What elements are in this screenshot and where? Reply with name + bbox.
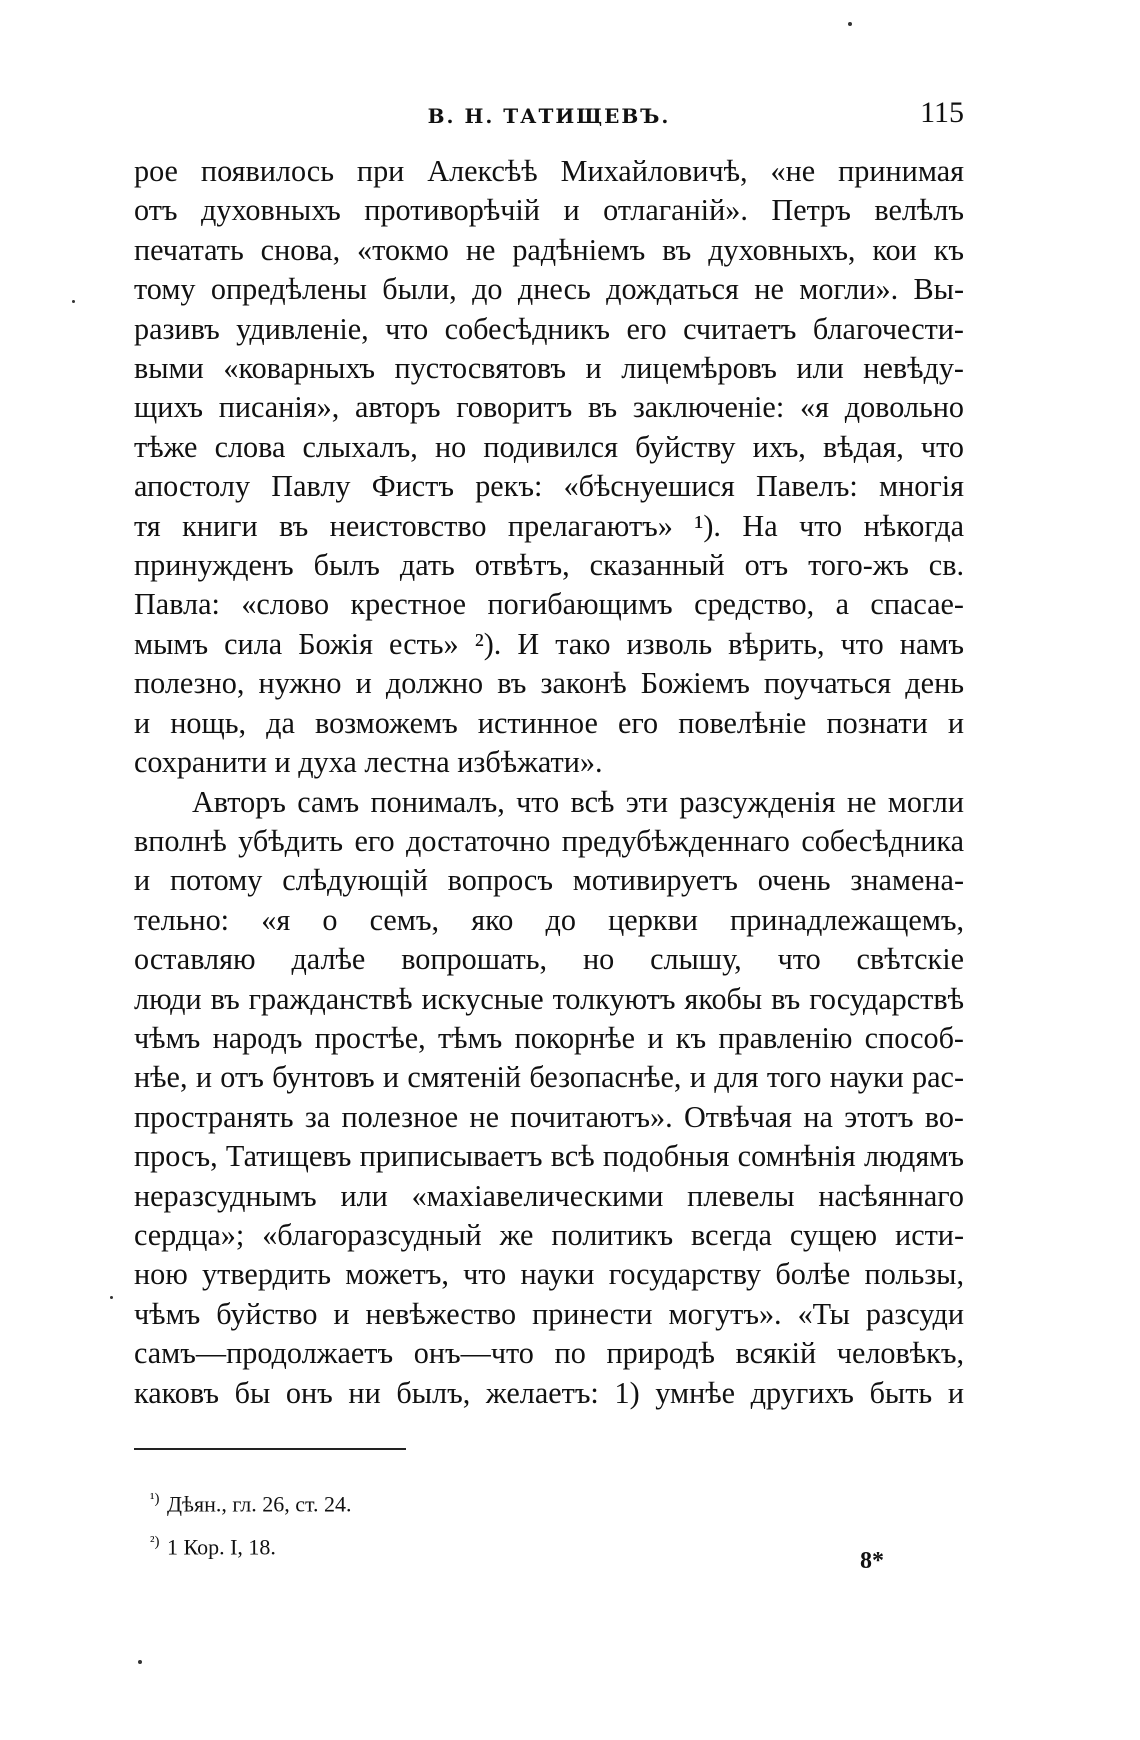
text-line: нѣе, и отъ бунтовъ и смятеній безопаснѣе, и для того науки рас- <box>134 1060 964 1095</box>
paragraph-2 <box>134 783 964 1414</box>
text-line: сохранити и духа лестна избѣжати». <box>134 745 603 780</box>
text-line: отъ духовныхъ противорѣчій и отлаганій». Петръ велѣлъ <box>134 193 964 228</box>
text-line: Павла: «слово крестное погибающимъ средство, а спасае- <box>134 587 964 622</box>
footnote-text: 1 Кор. I, 18. <box>167 1534 276 1560</box>
text-line: апостолу Павлу Фистъ рекъ: «бѣснуешися Павелъ: многія <box>134 469 964 504</box>
text-line: мымъ сила Божія есть» ²). И тако изволь вѣрить, что намъ <box>134 626 964 661</box>
text-line: чѣмъ народъ простѣе, тѣмъ покорнѣе и къ правленію способ- <box>134 1020 964 1055</box>
text-line: тѣже слова слыхалъ, но подивился буйству ихъ, вѣдая, что <box>134 429 964 464</box>
text-line: чѣмъ буйство и невѣжество принести могутъ». «Ты разсуди <box>134 1296 964 1331</box>
paragraph-1 <box>134 152 964 783</box>
text-line: люди въ гражданствѣ искусные толкуютъ якобы въ государствѣ <box>134 981 964 1016</box>
text-line: разивъ удивленіе, что собесѣдникъ его считаетъ благочести- <box>134 311 964 346</box>
footnote-text: Дѣян., гл. 26, ст. 24. <box>167 1491 352 1517</box>
text-line: щихъ писанія», авторъ говоритъ въ заключеніе: «я довольно <box>134 390 964 425</box>
print-speck <box>848 22 852 26</box>
text-line: полезно, нужно и должно въ законѣ Божіемъ поучаться день <box>134 666 964 701</box>
text-line: тельно: «я о семъ, яко до церкви принадлежащемъ, <box>134 902 964 937</box>
running-title: В. Н. ТАТИЩЕВЪ. <box>427 104 671 128</box>
signature-mark: 8* <box>860 1548 884 1574</box>
text-line: тя книги въ неистовство прелагаютъ» ¹). На что нѣкогда <box>134 508 964 543</box>
footnote-1 <box>150 1480 351 1523</box>
text-line: каковъ бы онъ ни былъ, желаетъ: 1) умнѣе другихъ быть и <box>134 1375 964 1410</box>
text-line: и потому слѣдующій вопросъ мотивируетъ очень знамена- <box>134 863 964 898</box>
text-line: неразсуднымъ или «махіавелическими плевелы насѣяннаго <box>134 1178 964 1213</box>
text-line: оставляю далѣе вопрошать, но слышу, что свѣтскіе <box>134 942 964 977</box>
text-line: и нощь, да возможемъ истинное его повелѣніе познати и <box>134 705 964 740</box>
text-line: просъ, Татищевъ приписываетъ всѣ подобныя сомнѣнія людямъ <box>134 1139 964 1174</box>
text-line: вполнѣ убѣдить его достаточно предубѣжденнаго собесѣдника <box>134 823 964 858</box>
print-speck <box>138 1660 142 1664</box>
page-header <box>134 96 964 136</box>
text-line: принужденъ былъ дать отвѣтъ, сказанный отъ того-жъ св. <box>134 548 964 583</box>
footnote-2 <box>150 1523 351 1566</box>
text-line: ною утвердить можетъ, что науки государству болѣе пользы, <box>134 1257 964 1292</box>
text-line: сердца»; «благоразсудный же политикъ всегда сущею исти- <box>134 1217 964 1252</box>
text-line: выми «коварныхъ пустосвятовъ и лицемѣровъ или невѣду- <box>134 351 964 386</box>
body-text <box>134 152 964 1413</box>
text-line: Авторъ самъ понималъ, что всѣ эти разсужденія не могли <box>192 784 964 819</box>
footnotes <box>150 1480 351 1567</box>
footnote-mark: ²) <box>150 1534 160 1551</box>
text-line: рое появилось при Алексѣѣ Михайловичѣ, «не принимая <box>134 154 964 188</box>
text-line: самъ—продолжаетъ онъ—что по природѣ всякій человѣкъ, <box>134 1336 964 1371</box>
page-number: 115 <box>920 96 964 129</box>
text-line: тому опредѣлены были, до днесь дождаться не могли». Вы- <box>134 272 964 307</box>
print-speck <box>72 300 75 303</box>
footnote-mark: ¹) <box>150 1491 160 1507</box>
text-line: пространять за полезное не почитаютъ». Отвѣчая на этотъ во- <box>134 1099 964 1134</box>
print-speck <box>110 1296 113 1299</box>
footnote-rule <box>134 1448 406 1450</box>
text-line: печатать снова, «токмо не радѣніемъ въ духовныхъ, кои къ <box>134 232 964 267</box>
